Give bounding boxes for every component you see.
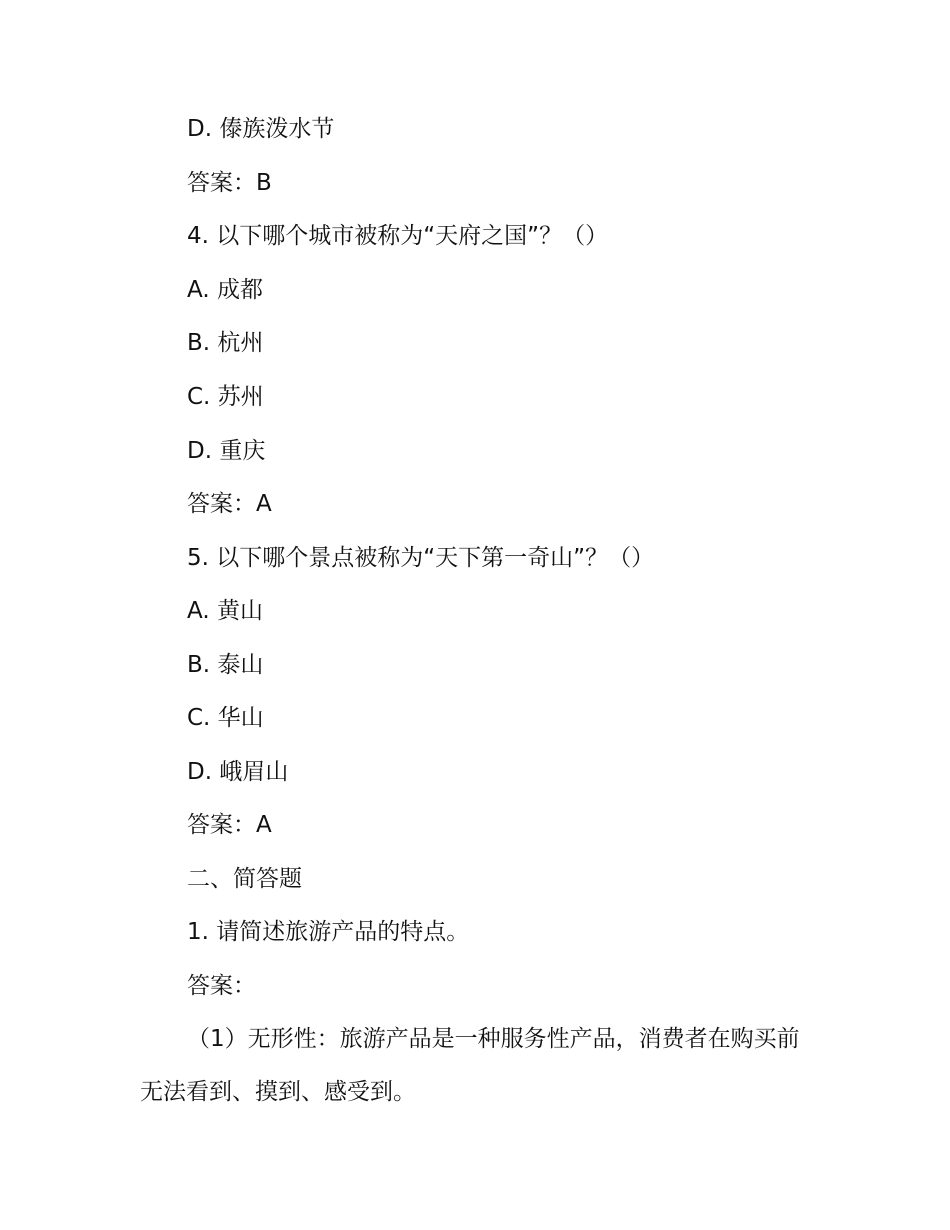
question-4: 4. 以下哪个城市被称为“天府之国”？（） <box>187 223 609 249</box>
q4-option-a: A. 成都 <box>187 277 263 303</box>
q4-answer: 答案：A <box>187 491 272 517</box>
q4-option-c: C. 苏州 <box>187 384 264 410</box>
q5-answer: 答案：A <box>187 812 272 838</box>
q4-option-d: D. 重庆 <box>187 438 266 464</box>
q3-option-d: D. 傣族泼水节 <box>187 116 335 142</box>
answer-paragraph: （1）无形性：旅游产品是一种服务性产品，消费者在购买前无法看到、摸到、感受到。 <box>140 1026 800 1105</box>
section-heading: 二、简答题 <box>187 866 302 892</box>
q3-answer: 答案：B <box>187 170 272 196</box>
q5-option-b: B. 泰山 <box>187 652 264 678</box>
q4-option-b: B. 杭州 <box>187 330 264 356</box>
q5-option-d: D. 峨眉山 <box>187 759 289 785</box>
short-answer-question-1: 1. 请简述旅游产品的特点。 <box>187 919 470 945</box>
q5-option-a: A. 黄山 <box>187 598 263 624</box>
q5-option-c: C. 华山 <box>187 705 264 731</box>
short-answer-label: 答案： <box>187 973 256 999</box>
question-5: 5. 以下哪个景点被称为“天下第一奇山”？（） <box>187 545 655 571</box>
